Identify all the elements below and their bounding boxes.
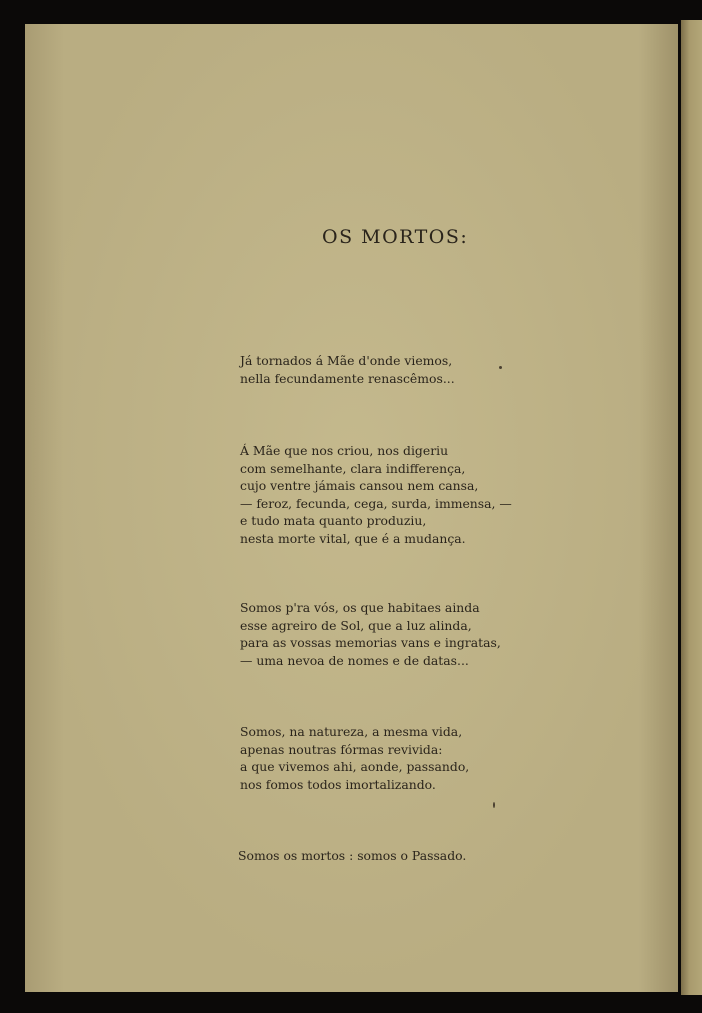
verse-line: apenas noutras fórmas revivida: <box>240 741 443 757</box>
verse-line: Somos p'ra vós, os que habitaes ainda <box>240 600 480 615</box>
stanza <box>240 352 455 387</box>
verse-line: — feroz, fecunda, cega, surda, immensa, — <box>240 495 512 511</box>
verse-line: esse agreiro de Sol, que a luz alinda, <box>240 617 472 633</box>
verse-line: com semelhante, clara indifferença, <box>240 460 466 476</box>
verse-line: Á Mãe que nos criou, nos digeriu <box>240 443 449 458</box>
ink-speck <box>493 802 495 808</box>
verse-line: e tudo mata quanto produziu, <box>240 513 427 528</box>
verse-line: — uma nevoa de nomes e de datas... <box>240 652 469 668</box>
adjacent-page-edge <box>681 20 702 995</box>
verse-line: nos fomos todos imortalizando. <box>240 776 436 792</box>
verse-line: Somos, na natureza, a mesma vida, <box>240 724 463 739</box>
stanza <box>240 442 512 547</box>
stanza <box>240 599 501 669</box>
verse-line: cujo ventre jámais cansou nem cansa, <box>240 478 479 493</box>
verse-line: nesta morte vital, que é a mudança. <box>240 530 466 546</box>
stanza <box>240 723 469 793</box>
verse-line: a que vivemos ahi, aonde, passando, <box>240 759 470 774</box>
verse-line: para as vossas memorias vans e ingratas, <box>240 635 501 650</box>
verse-line: Já tornados á Mãe d'onde viemos, <box>240 353 453 368</box>
poem-title: OS MORTOS: <box>322 226 469 248</box>
ink-speck <box>499 366 502 369</box>
closing-line: Somos os mortos : somos o Passado. <box>238 848 467 863</box>
verse-line: nella fecundamente renascêmos... <box>240 370 455 386</box>
